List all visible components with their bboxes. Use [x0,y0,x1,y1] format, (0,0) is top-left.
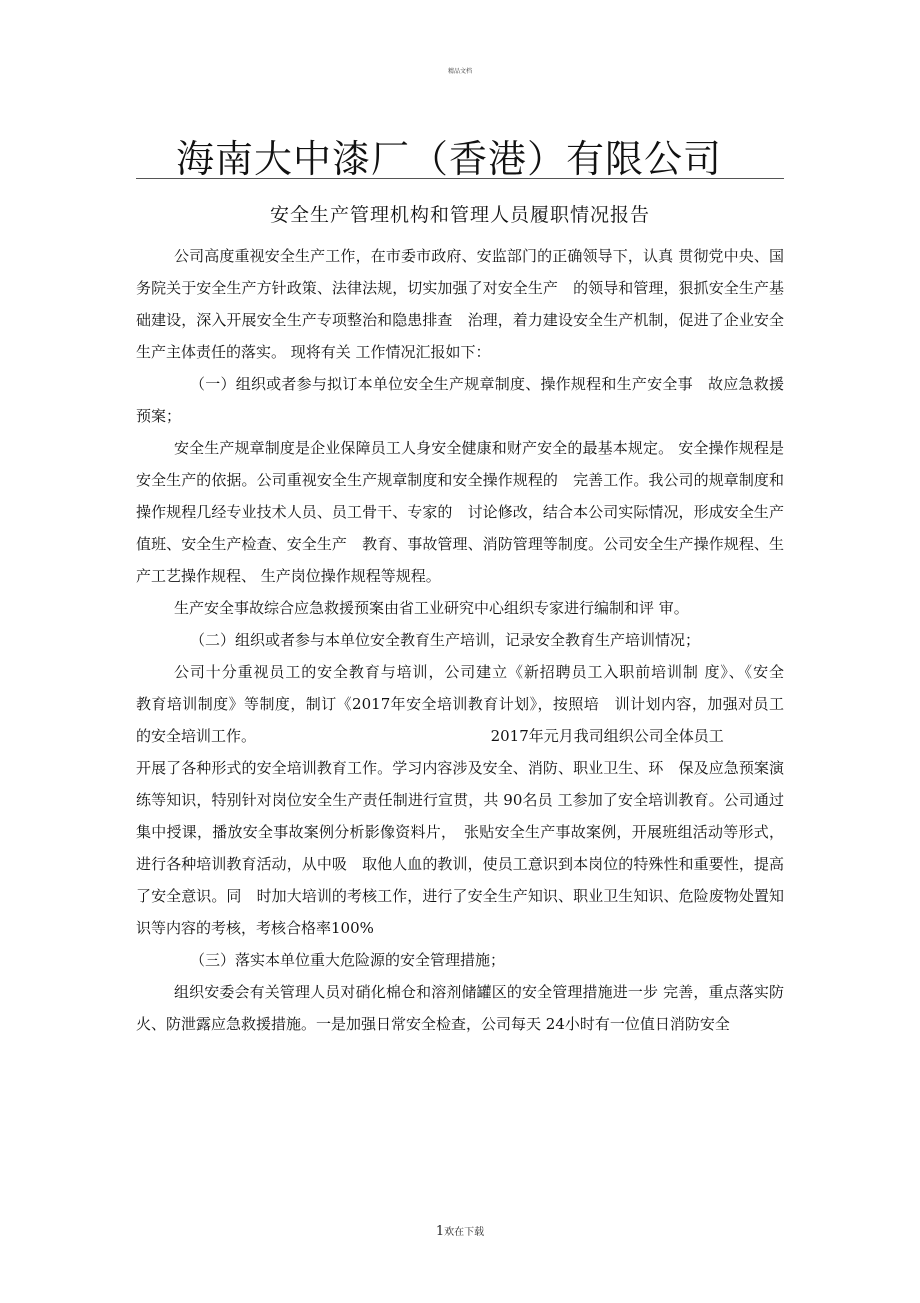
paragraph-emergency-plan: 生产安全事故综合应急救援预案由省工业研究中心组织专家进行编制和评 审。 [174,599,689,617]
report-title: 安全生产管理机构和管理人员履职情况报告 [269,204,650,226]
paragraph-training-line3 [136,720,784,752]
training-line3-end: 2017年元月我司组织公司全体员工 [490,727,724,745]
section-heading-1: （一）组织或者参与拟订本单位安全生产规章制度、操作规程和生产安全事 故应急救援预案； [136,375,784,425]
page-number: 1 [435,1224,445,1239]
paragraph-rules: 安全生产规章制度是企业保障员工人身安全健康和财产安全的最基本规定。 安全操作规程是安全生产的依据。公司重视安全生产规章制度和安全操作规程的 完善工作。我公司的规章制度和操作规程几经专业技术人员、员工骨干、专家的 讨论修改，结合本公司实际情况，形成安全生产值班、安全生产检查、安全生产 教育、事故管理、消防管理等制度。公司安全生产操作规程、生产工艺操作规程、 生产岗位操作规程等规程。 [136,439,784,585]
paragraph-training-rest: 开展了各种形式的安全培训教育工作。学习内容涉及安全、消防、职业卫生、环 保及应急预案演练等知识，特别针对岗位安全生产责任制进行宣贯，共 90名员 工参加了安全培训教育。公司通过集中授课，播放安全事故案例分析影像资料片， 张贴安全生产事故案例，开展班组活动等形式，进行各种培训教育活动，从中吸 取他人血的教训，使员工意识到本岗位的特殊性和重要性，提高了安全意识。同 时加大培训的考核工作，进行了安全生产知识、职业卫生知识、危险废物处置知 识等内容的考核，考核合格率100% [136,759,784,937]
company-name: 海南大中漆厂（香港）有限公司 [176,137,723,181]
title-rule [136,178,784,179]
training-line3-start: 的安全培训工作。 [136,727,257,745]
section-heading-2: （二）组织或者参与本单位安全教育生产培训，记录安全教育生产培训情况； [190,631,701,649]
section-heading-3: （三）落实本单位重大危险源的安全管理措施； [190,951,506,969]
page-footer [0,1223,920,1239]
header-mark: 精品文档 [447,68,472,75]
paragraph-training-line2: 教育培训制度》等制度，制订《2017年安全培训教育计划》，按照培 训计划内容，加强对员工 [136,695,784,713]
paragraph-training-line1: 公司十分重视员工的安全教育与培训，公司建立《新招聘员工入职前培训制 度》、《安全 [174,663,784,681]
paragraph-hazard-measures: 组织安委会有关管理人员对硝化棉仓和溶剂储罐区的安全管理措施进一步 完善，重点落实防火、防泄露应急救援措施。一是加强日常安全检查，公司每天 24小时有一位值日消防安全 [136,983,784,1033]
intro-paragraph: 公司高度重视安全生产工作，在市委市政府、安监部门的正确领导下，认真 贯彻党中央、国务院关于安全生产方针政策、法律法规，切实加强了对安全生产 的领导和管理，狠抓安全生产基础建设，深入开展安全生产专项整治和隐患排查 治理，着力建设安全生产机制，促进了企业安全生产主体责任的落实。 现将有关 工作情况汇报如下： [136,247,784,361]
footer-text: 欢在下载 [444,1227,485,1238]
document-body [136,240,784,1040]
